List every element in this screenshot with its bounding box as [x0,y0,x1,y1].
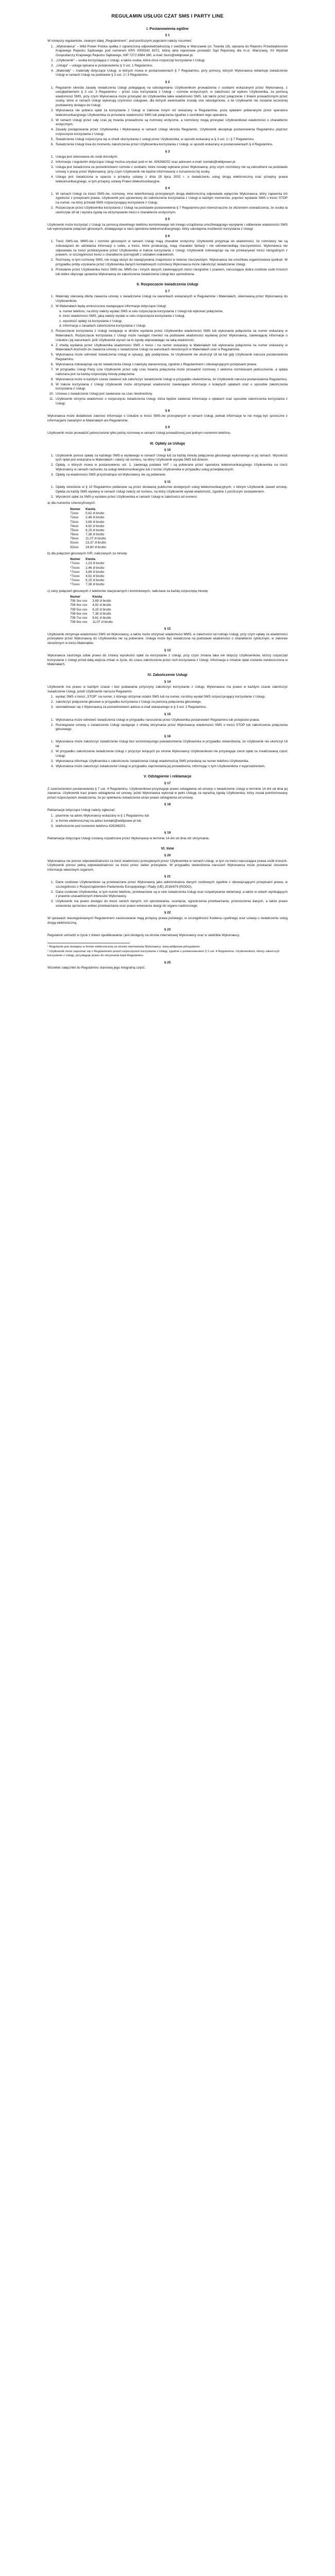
paragraph-text: Wykonawca nie ponosi odpowiedzialności za treść wiadomości przesyłanych przez Użytkownika w ramach Usługi, w tym za treści naruszające prawa osób trzecich. Użytkownik ponosi pełną odpowiedzialność za treści przez siebie przesyłane. W przypadku stwierdzenia naruszeń Wykonawca może przekazać stosowne informacje właściwym organom. [47,859,288,872]
price-table-b-heading: b) dla połączeń głosowych IVR, naliczanych za minutę: [47,551,128,555]
paragraph-text: Wszelkie załączniki do Regulaminu stanowią jego integralną część. [47,966,146,970]
price-table-row [70,612,118,616]
list-item [55,759,288,764]
price-list [47,501,288,624]
list-item: 5. Wykonawca może odmówić świadczenia Usługi w sytuacji, gdy podejrzewa, że Użytkownik nie ukończył 18 lat lub gdy Użytkownik narusza postanowienia Regulaminu. [55,353,288,362]
list-item [55,765,288,769]
paragraph-text: Użytkownik ma prawo w każdym czasie i bez podawania przyczyny zakończyć korzystanie z Usługi. Wykonawca ma prawo w każdym czasie zakończyć świadczenie Usługi, jeżeli Użytkownik narusza Regulamin. [47,685,288,693]
paragraph-number: § 12 [164,627,171,631]
price-table-cell: 708 6xx xxx [70,612,88,616]
list-item-text: Przesłanie przez Użytkownika treści SMS-ów, MMS-ów i innych danych zawierających treści niezgodne z prawem, naruszające dobra osobiste osób trzecich lub dobre obyczaje uprawnia Wykonawcę do zakończenia świadczenia Usługi bez uprzedzenia. [56,267,288,276]
price-table-cell: 708 4xx xxx [70,603,88,607]
section [47,627,288,646]
paragraph-number: § 17 [164,782,171,786]
footnote: ² Użytkownik może zapoznać się z Regulaminem przed rozpoczęciem korzystania z Usługi, zgodnie z postanowieniem § 2 ust. 4 Regulaminu. Użytkownikom, którzy zakończyli korzystanie z Usługi, przysługuje prawo do otrzymania kopii Regulaminu. [47,950,279,957]
list-item [55,723,288,732]
price-table-cell: 73xxx [70,520,79,524]
section [47,911,288,925]
price-table-c [70,595,118,624]
list-item [55,175,288,184]
numbered-list [47,45,288,78]
section [47,782,288,800]
price-table-row [70,574,109,579]
list-item-text: wysłać SMS o treści „STOP” na numer, z którego otrzymał ostatni SMS lub na numer, na który wysłał SMS rozpoczynający korzystanie z Usługi, [56,695,265,699]
paragraph-number: § 11 [164,480,171,484]
price-table-cell: 708 3xx xxx [70,599,88,603]
list-item [55,740,288,749]
price-table-row [70,603,118,607]
paragraph-number: § 18 [164,803,171,807]
price-table-cell: *7xxxx [70,574,80,578]
document-page [0,0,335,988]
paragraph-number: § 21 [164,875,171,879]
paragraph-number: § 15 [164,713,171,717]
numbered-list [47,718,288,732]
chapter-title: V. Odstąpienie i reklamacje [143,774,192,779]
list-item: 10. Umowa o świadczenie Usługi jest zawierana na czas nieokreślony. [55,392,288,397]
list-item-text: zakończyć połączenie głosowe w przypadku korzystania z Usługi za pomocą połączenia głosowego, [56,700,202,704]
list-item [55,240,288,257]
list-item-text: W przypadku zakończenia świadczenia Usługi z przyczyn leżących po stronie Wykonawcy Użytkownikowi nie przysługuje zwrot opłat za zrealizowaną część Usługi. [56,750,288,758]
paragraph-number: § 23 [164,928,171,932]
list-item [55,138,288,142]
price-table-cell: 24,60 zł brutto [85,545,106,549]
price-table-cell: *7xxxx [70,570,80,574]
paragraph-text: Użytkownik może korzystać z Usługi za pomocą dowolnego telefonu komórkowego lub innego urządzenia umożliwiającego wysyłanie i odbieranie wiadomości SMS lub wykonywanie połączeń głosowych, działającego w sieci operatora telekomunikacyjnego, który udostępnia możliwość korzystania z Usługi. [47,223,288,231]
paragraph-number: § 19 [164,831,171,835]
section [47,480,288,500]
paragraph-number: § 8 [165,409,170,413]
section [47,875,288,908]
price-table-cell: 2,46 zł brutto [85,516,105,520]
price-table-cell: 4,92 zł brutto [92,603,111,607]
section [47,803,288,828]
price-table-cell: 11,07 zł brutto [85,537,106,541]
list-item [55,118,288,127]
list-item-text: „Usługa” – usługa opisana w postanowieniu § 3 ust. 1 Regulaminu. [56,63,153,67]
price-table-header-cell: Numer [70,557,80,562]
list-item: 8. Wykonawca może w każdym czasie zawiesić lub zakończyć świadczenie Usługi w przypadku stwierdzenia, że Użytkownik narusza postanowienia Regulaminu. [55,378,288,382]
list-item [55,160,288,165]
list-item [55,880,288,889]
paragraph-text: Wykonawca zastrzega sobie prawo do zmiany wysokości opłat za korzystanie z Usługi, przy czym zmiana taka nie dotyczy Użytkowników, którzy rozpoczęli korzystanie z Usługi przed datą wejścia zmian w życie, do czasu zakończenia przez nich korzystania z Usługi. Informacja o zmianie opłat zostanie zamieszczona w Materiałach. [47,654,288,667]
section [47,735,288,769]
document-body-part-2 [47,627,288,938]
price-table-row [70,616,118,620]
price-table-row [70,512,111,516]
list-item-text: skontaktować się z Wykonawcą za pośrednictwem adresu e-mail wskazanego w § 3 ust. 2 Regulaminu. [56,705,207,709]
price-table-row [70,570,109,574]
list-item [55,454,288,463]
price-table-cell: 72xxx [70,516,79,520]
paragraph-number: § 13 [164,648,171,652]
list-item [55,165,288,174]
section [47,409,288,423]
price-table-cell: 2,46 zł brutto [85,566,105,570]
list-item [55,109,288,117]
price-table-cell: 6,15 zł brutto [85,579,105,583]
list-item-text: telefonicznie pod numerem telefonu 426268202. [56,824,126,828]
section [47,680,288,710]
list-item [55,69,288,78]
price-table-row [70,524,111,529]
list-item-text: Dane osobowe Użytkowników są przetwarzane przez Wykonawcę jako administratora danych osobowych zgodnie z obowiązującymi przepisami prawa, w szczególności z Rozporządzeniem Parlamentu Europejskiego i Rady (UE) 2016/679 (RODO). [56,880,288,889]
price-table-row [70,516,111,520]
list-item-text: Usługa jest świadczona w oparciu o przepisy ustawy z dnia 18 lipca 2002 r. o świadczeniu usług drogą elektroniczną oraz przepisy prawa telekomunikacyjnego, w tym przepisy ustawy Prawo telekomunikacyjne. [56,175,288,183]
paragraph-number: § 5 [165,217,170,222]
lettered-item: a. numer telefonu, na który należy wysłać SMS w celu rozpoczęcia korzystania z Usługi lub wykonać połączenie, [63,310,288,314]
numbered-list [47,240,288,277]
price-table-cell: 71xxx [70,512,79,516]
list-item-text: Treść SMS-ów, MMS-ów i rozmów głosowych w ramach Usługi mają charakter erotyczny. Użytkownik przyjmuje do wiadomości, że rozmówcy nie są zobowiązani do udzielania informacji o sobie, a treści, które przekazują, mają charakter fantazji i nie odzwierciedlają rzeczywistości. Wykonawca nie odpowiada za treści przekazywane przez Użytkownika w trakcie korzystania z Usługi; Użytkownik zobowiązuje się nie przekazywać treści niezgodnych z prawem, w szczególności treści o charakterze pornografii z udziałem małoletnich. [56,240,288,257]
section [47,713,288,732]
section [47,928,288,938]
price-table-header-cell: Numer [70,595,80,599]
list-item [55,59,288,63]
footnotes [47,945,288,958]
footnote: ¹ Regulamin jest dostępny w formie elektronicznej na stronie internetowej Wykonawcy: www.wildpower.pl/regulamin [47,945,200,949]
list-item [55,268,288,277]
price-table-row [70,562,109,566]
price-table-cell: 92xxx [70,545,79,549]
list-item-text: Wykonawca nie pobiera opłat za korzystanie z Usługi w zakresie innym niż wskazany w Regulaminie, poza opłatami pobieranymi przez operatora telekomunikacyjnego Użytkownika za przesłane wiadomości SMS lub połączenia zgodnie z cennikiem tego operatora. [56,109,288,117]
list-item-text: pisemnie na adres Wykonawcy wskazany w § 1 Regulaminu lub [56,814,149,818]
list-item [55,900,288,908]
price-table-row [70,537,111,541]
list-item [55,819,288,824]
list-item [55,295,288,303]
price-table-header-cell: Numer [70,507,80,512]
price-table-row [70,529,111,533]
list-item: 9. W trakcie korzystania z Usługi Użytkownik może otrzymywać wiadomości zawierające informacje o kolejnych opłatach oraz o sposobie zakończenia korzystania z Usługi. [55,383,288,392]
numbered-list [47,695,288,710]
numbered-list [47,740,288,769]
list-item-text: Dane osobowe Użytkownika, w tym numer telefonu, przetwarzane są w celu świadczenia Usługi oraz rozpatrywania reklamacji, a także w celach wynikających z prawnie uzasadnionych interesów Wykonawcy. [56,890,288,899]
price-table-header-cell: Kwota [92,595,103,599]
list-item [55,86,288,108]
price-table-cell: 4,92 zł brutto [85,574,105,578]
price-table-cell: 74xxx [70,524,79,528]
paragraph-number: § 6 [165,234,170,238]
price-table-header-row [70,557,109,562]
document-title: REGULAMIN USŁUGI CZAT SMS I PARTY LINE [111,13,224,19]
list-item: 11. Użytkownik otrzyma wiadomość o rozpoczęciu świadczenia Usługi, która będzie zawierać informacje o opłatach oraz sposobie zakończenia korzystania z Usługi. [55,397,288,406]
price-table-cell: *7xxxx [70,566,80,570]
price-table-cell: 91xxx [70,541,79,545]
price-table-cell: 7,38 zł brutto [92,612,111,616]
list-item [55,192,288,206]
paragraph-number: § 14 [164,680,171,684]
price-table-c-heading: c) ceny połączeń głosowych z telefonów stacjonarnych i komórkowych, naliczane za każdą rozpoczętą minutę: [47,589,209,593]
price-table-cell: 8,61 zł brutto [92,616,111,620]
price-table-a-heading: a) dla numerów czterocyfrowych: [47,501,96,505]
final-section [47,961,288,971]
paragraph-number: § 1 [165,33,170,38]
price-table-cell: 3,69 zł brutto [85,520,105,524]
paragraph-text: Reklamacje dotyczące Usługi zostaną rozpatrzone przez Wykonawcę w terminie 14 dni od dnia ich otrzymania. [47,836,210,840]
paragraph-number: § 7 [165,289,170,293]
paragraph-text: Użytkownik może prowadzić jednocześnie tylko jedną rozmowę w ramach Usługi prowadzonej pod jednym numerem telefonu. [47,431,231,435]
section [47,290,288,406]
price-table-row [70,620,118,624]
lettered-item: b. treść wiadomości SMS, jaką należy wysłać w celu rozpoczęcia korzystania z Usługi, [63,314,288,319]
paragraph-text: Wykonawca może dodatkowo zawrzeć informacje o Usłudze w treści SMS-ów przesyłanych w ramach Usługi, jednak informacje te nie mogą być sprzeczne z informacjami zawartymi w Materiałach ani Regulaminie. [47,414,288,422]
list-item-text: „Wykonawca” – Wild Power Polska spółka z ograniczoną odpowiedzialnością z siedzibą w Warszawie (ul. Twarda 18), wpisana do Rejestru Przedsiębiorców Krajowego Rejestru Sądowego pod numerem KRS 0000342 8372, której akta rejestrowe prowadzi Sąd Rejonowy dla m.st. Warszawy, XII Wydział Gospodarczy Krajowego Rejestru Sądowego, NIP 7272 6984 380, e-mail: biuro@wildpower.pl. [56,44,288,57]
price-table-cell: 708 7xx xxx [70,616,88,620]
paragraph-text: Reklamacje dotyczące Usługi należy zgłaszać: [47,808,116,812]
price-table-cell: 1,23 zł brutto [85,562,105,566]
section [47,217,288,232]
list-item-text: „Materiały” – materiały dotyczące Usługi, w których mowa w postanowieniach § 7 Regulaminu, przy pomocy, których Wykonawca reklamuje świadczenie Usługi w ramach Usługi na podstawie § 3 ust. 2 i 3 Regulaminu. [56,69,288,77]
list-item-text: Usługa jest świadczona za pośrednictwem rozmów z osobami, które zostały wybrane przez Wykonawcę, przy czym rozmówcy nie są zatrudnieni na podstawie umowy o pracę przez Wykonawcę; przy czym Użytkownik nie będzie informowany o tożsamości tej osoby. [56,165,288,174]
price-table-row [70,541,111,545]
list-item-text: Świadczenie Usługi rozpoczyna się w chwili skorzystania z usługi przez Użytkownika, w sposób wskazany w § 3 ust. 1 i § 7 Regulaminu. [56,138,255,141]
price-table-header-cell: Kwota [85,557,95,562]
list-item [55,64,288,69]
numbered-list [47,295,288,406]
list-item-text: Opłaty, o których mowa w postanowieniu ust. 1, zawierają podatek VAT i są pobierane przez operatora telekomunikacyjnego Użytkownika na rzecz Wykonawcy w ramach rachunku za usługi telekomunikacyjne lub z konta Użytkownika w przypadku usług przedpłaconych. [56,463,288,471]
section [47,187,288,215]
price-table-row [70,520,111,524]
section [47,426,288,435]
list-item-text: Informacje i regulamin dotyczące Usługi można uzyskać pod nr tel. 426268202 oraz adresem e-mail: kontakt@wildpower.pl. [56,160,236,164]
paragraph-text: Regulamin wchodzi w życie z dniem opublikowania i jest dostępny na stronie internetowej Wykonawcy oraz w siedzibie Wykonawcy. [47,933,240,937]
list-item [55,495,288,500]
list-item: 4. Z chwilą wysłania przez Użytkownika wiadomości SMS o treści i na numer wskazany w Materiałach lub wykonania połączenia na numer wskazany w Materiałach dochodzi do zawarcia umowy o świadczenie Usługi na warunkach określonych w Materiałach oraz w Regulaminie. [55,344,288,352]
price-table-row [70,546,111,550]
numbered-list [47,814,288,829]
list-item [55,304,288,329]
chapter-title: VI. Inne [161,846,174,851]
section [47,854,288,872]
price-table-cell: 75xxx [70,528,79,532]
list-item-text: Świadczenie Usługi trwa do momentu zakończenia przez Użytkownika korzystania z Usługi, w sposób wskazany w postanowieniach § 4 Regulaminu. [56,143,273,147]
section [47,150,288,184]
price-table-a [70,507,111,550]
list-item-text: Usługa jest skierowana do osób dorosłych. [56,155,119,159]
paragraph-number: § 20 [164,854,171,858]
numbered-list [47,155,288,184]
price-table-row [70,583,109,587]
list-item-text: Regulamin określa zasady świadczenia Usługi polegającej na udostępnianiu Użytkownikom prowadzenia z osobami wskazanymi przez Wykonawcę, z uwzględnieniem § 3 ust. 3 Regulaminu – przez czas korzystania z Usługi – rozmów erotycznych, w zależności od wyboru Użytkownika, za pomocą wiadomości SMS, przy czym Wykonawca może przesyłać do Użytkownika takie wiadomości SMS, lub także przez połączenie z liniami prowadzonymi przez osoby, które w ramach Usługi wykonują czynności usługowe, dla których ewentualnie zostały one udostępnione, o ile Użytkownik nie zostanie wcześniej pozbawiony dostępu do Usługi. [56,86,288,107]
price-table-cell: *7xxxx [70,579,80,583]
numbered-list [47,880,288,908]
list-item-text: Rozpoczęcie przez Użytkownika korzystania z Usługi na podstawie postanowienia § 7 Regulaminu jest równoznaczne ze złożeniem oświadczenia, że osoba ta ukończyła 18 lat i wyraża zgodę na otrzymywanie treści o charakterze erotycznym. [56,206,288,214]
price-table-cell: 3,69 zł brutto [85,570,105,574]
paragraph-number: § 9 [165,426,170,430]
list-item [55,485,288,494]
lettered-item: c. wysokość opłaty za korzystanie z Usługi, [63,319,288,324]
price-table-row [70,608,118,612]
section [47,234,288,277]
paragraph-number: § 25 [164,960,171,964]
list-item [55,750,288,758]
paragraph-number: § 10 [164,448,171,452]
list-item [55,890,288,899]
paragraph-number: § 3 [165,149,170,154]
list-item-text: Opłaty za wiadomości SMS przychodzące od Wykonawcy nie są pobierane. [56,473,166,477]
list-item [55,473,288,478]
list-item-text: W ramach Usługi za treści SMS-ów, rozmowy, inne teleinformacji przesyłanych drogą elektroniczną odpowiada wyłącznie Wykonawca, który zapewnia ich zgodność z przepisami prawa. Użytkownik jest uprawniony do zakończenia korzystania z Usługi w każdym momencie, poprzez wysłanie SMS o treści STOP na numer, na który przesłał SMS rozpoczynający korzystanie z Usługi. [56,192,288,205]
list-item-text: Użytkownik ma prawo dostępu do treści swoich danych, ich sprostowania, usunięcia, ograniczenia przetwarzania, przenoszenia danych, a także prawo wniesienia sprzeciwu wobec przetwarzania oraz prawo wniesienia skargi do organu nadzorczego. [56,900,288,908]
price-table-cell: 76xxx [70,533,79,537]
numbered-list [47,86,288,147]
list-item-text: Opłaty określone w § 10 Regulaminu pobierane są przez dostawcę publicznie dostępnych usług telekomunikacyjnych, z którym Użytkownik zawarł umowę. Opłata za każdy SMS wysłany w ramach Usługi zależy od numeru, na który Użytkownik wysłał wiadomość, zgodnie z poniższym zestawieniem. [56,485,288,494]
price-table-cell: 79xxx [70,537,79,541]
paragraph-text: Z zastrzeżeniem postanowienia § 7 ust. 4 Regulaminu, Użytkownikowi przysługuje prawo odstąpienia od umowy o świadczenie Usługi w terminie 14 dni od dnia jej zawarcia. Użytkownik traci prawo odstąpienia od umowy, jeżeli Wykonawca wykonał w pełni Usługę za wyraźną zgodą Użytkownika, który został poinformowany przed rozpoczęciem świadczenia, że po spełnieniu świadczenia utraci prawo odstąpienia od umowy. [47,787,288,800]
list-item [55,463,288,472]
list-item-text: Wykonawca informuje Użytkownika o zakończeniu świadczenia Usługi wiadomością SMS przesłaną na numer telefonu Użytkownika. [56,759,249,763]
paragraph-text: W sprawach nieuregulowanych Regulaminem zastosowanie mają przepisy prawa polskiego, w szczególności Kodeksu cywilnego oraz ustawy o świadczeniu usług drogą elektroniczną. [47,916,288,925]
list-item: 3. Rozpoczęcie korzystania z Usługi następuje w drodze wysłania przez Użytkownika wiadomości SMS lub wykonania połączenia na numer wskazany w Materiałach. Rozpoczęcie korzystania z Usługi może nastąpić również na podstawie wiadomości wysłanej przez Wykonawcę, zawierającej informacje o Usłudze i jej warunkach, jeśli Użytkownik wyrazi na to zgodę odpowiadając na taką wiadomość. [55,329,288,343]
list-item: 7. W przypadku Usługi Party Line Użytkownik przez cały czas trwania połączenia może prowadzić rozmowy z wieloma rozmówcami jednocześnie, a opłata naliczana jest za każdą rozpoczętą minutę połączenia. [55,368,288,377]
lettered-list [56,310,288,329]
document-body-part-1 [47,26,288,500]
list-item [55,128,288,137]
list-item-text: Rozmowy, w tym rozmowy SMS, nie mogą służyć do nawiązywania znajomości w świecie rzeczywistym. Wykonawca nie umożliwia organizowania spotkań. W przypadku próby uzyskania przez Użytkownika danych kontaktowych rozmówcy Wykonawca może zakończyć świadczenie Usługi. [56,258,288,266]
list-item-text: Użytkownik ponosi opłatę za każdego SMS-a wysłanego w ramach Usługi lub za każdą minutę połączenia głosowego wykonanego w jej ramach. Wysokość tych opłat jest wskazana w Materiałach i zależy od numeru, na który Użytkownik wysyła SMS lub dzwoni. [56,453,288,462]
list-item [55,206,288,215]
chapter-title: III. Opłaty za Usługę [150,440,185,446]
list-item [55,705,288,710]
paragraph-text: W niniejszy regulaminie, zwanym dalej „Regulaminem”, pod poniższymi pojęciami należy rozumieć: [47,39,192,43]
list-item-text: W ramach Usługi przez cały czas jej trwania prowadzone są rozmowy erotyczne, a rozmówcy mogą przesyłać Użytkownikowi wiadomości o charakterze erotycznym. [56,118,288,127]
list-item [55,824,288,829]
chapter-title: IV. Zakończenie Usługi [147,672,188,677]
list-item [55,700,288,705]
list-item-text: w formie elektronicznej na adres kontakt@wildpower.pl lub [56,819,141,823]
price-table-cell: 708 5xx xxx [70,607,88,612]
price-table-header-row [70,507,111,512]
list-item-text: W Materiałach będą umieszczone następujące informacje dotyczące Usługi: [56,304,167,308]
section [47,80,288,147]
list-item [55,45,288,58]
price-table-row [70,599,118,603]
price-table-cell: 3,69 zł brutto [92,599,111,603]
paragraph-text: Użytkownik otrzymuje wiadomości SMS od Wykonawcy, a także może otrzymać wiadomości MMS, w zależności od rodzaju Usługi, przy czym opłaty za wiadomości przesyłane przez Wykonawcę do Użytkownika nie są pobierane. Usługa może być świadczona na podstawie wiadomości o charakterze cyklicznym, w zakresie określonym w treści Materiałów. [47,632,288,646]
price-table-b [70,557,109,587]
section [47,33,288,78]
paragraph-number: § 4 [165,187,170,191]
list-item-text: Wysokość opłat za SMS-y wysłane przez Użytkownika w ramach Usługi w zależności od numeru: [56,495,198,499]
list-item [55,718,288,723]
chapter-title: I. Postanowienia ogólne [146,26,189,31]
price-table-row [70,579,109,583]
list-item [55,143,288,147]
list-item: 6. Wykonawca zobowiązuje się do świadczenia Usługi z należytą starannością, zgodnie z Regulaminem i obowiązującymi przepisami prawa. [55,363,288,367]
list-item [55,814,288,819]
chapter-title: II. Rozpoczęcie świadczenia Usługi [137,282,198,287]
paragraph-number: § 22 [164,911,171,915]
price-table-cell: *7xxxx [70,583,80,587]
price-table-row [70,566,109,570]
price-table-cell: 6,15 zł brutto [85,528,105,532]
price-table-cell: 7,38 zł brutto [85,533,105,537]
list-item [55,695,288,700]
list-item-text: Rozwiązanie umowy o świadczenie Usługi następuje z chwilą otrzymania przez Wykonawcę wiadomości SMS o treści STOP lub zakończenia połączenia głosowego. [56,723,288,732]
list-item-text: Wykonawca może odmówić świadczenia Usługi w przypadku naruszenia przez Użytkownika postanowień Regulaminu lub przepisów prawa. [56,718,260,722]
numbered-list [47,192,288,215]
price-table-cell: 0,62 zł brutto [85,512,105,516]
list-item-text: Materiały stanowią ofertę zawarcia umowy o świadczenie Usługi na warunkach wskazanych w Regulaminie i Materiałach, skierowaną przez Wykonawcę do Użytkowników. [56,295,288,303]
section [47,831,288,841]
price-table-row [70,533,111,537]
price-table-cell: 6,15 zł brutto [92,607,111,612]
price-table-header-cell: Kwota [85,507,95,512]
list-item-text: Wykonawca może zakończyć świadczenie Usługi bez wcześniejszego powiadomienia Użytkownika w przypadku stwierdzenia, że Użytkownik nie ukończył 18 lat. [56,740,288,748]
price-table-cell: 708 9xx xxx [70,620,88,624]
list-item-text: Zasady postępowania przez Użytkownika i Wykonawcę w ramach Usługi określa Regulamin, Użytkownik akceptuje postanowienia Regulaminu poprzez rozpoczęcie korzystania z Usługi. [56,128,288,136]
section [47,649,288,667]
price-table-cell: *7xxxx [70,562,80,566]
price-table-header-row [70,595,118,599]
list-item [55,258,288,267]
list-item-text: „Użytkownik” – osoba korzystająca z Usługi, a także osoba, która chce rozpocząć korzystanie z Usługi. [56,58,206,62]
list-item [55,155,288,160]
section [47,448,288,477]
numbered-list [47,454,288,478]
list-item-text: Wykonawca może zakończyć świadczenie Usługi w przypadku zaprzestania jej prowadzenia, informując o tym Użytkowników z wyprzedzeniem. [56,764,265,768]
price-table-cell: 23,37 zł brutto [85,541,106,545]
numbered-list [47,485,288,499]
paragraph-number: § 2 [165,80,170,84]
lettered-item: d. informacja o zasadach zakończenia korzystania z Usługi. [63,324,288,329]
price-table-cell: 7,38 zł brutto [85,583,105,587]
price-table-cell: 11,07 zł brutto [92,620,113,624]
paragraph-number: § 16 [164,734,171,738]
price-table-cell: 4,92 zł brutto [85,524,105,528]
